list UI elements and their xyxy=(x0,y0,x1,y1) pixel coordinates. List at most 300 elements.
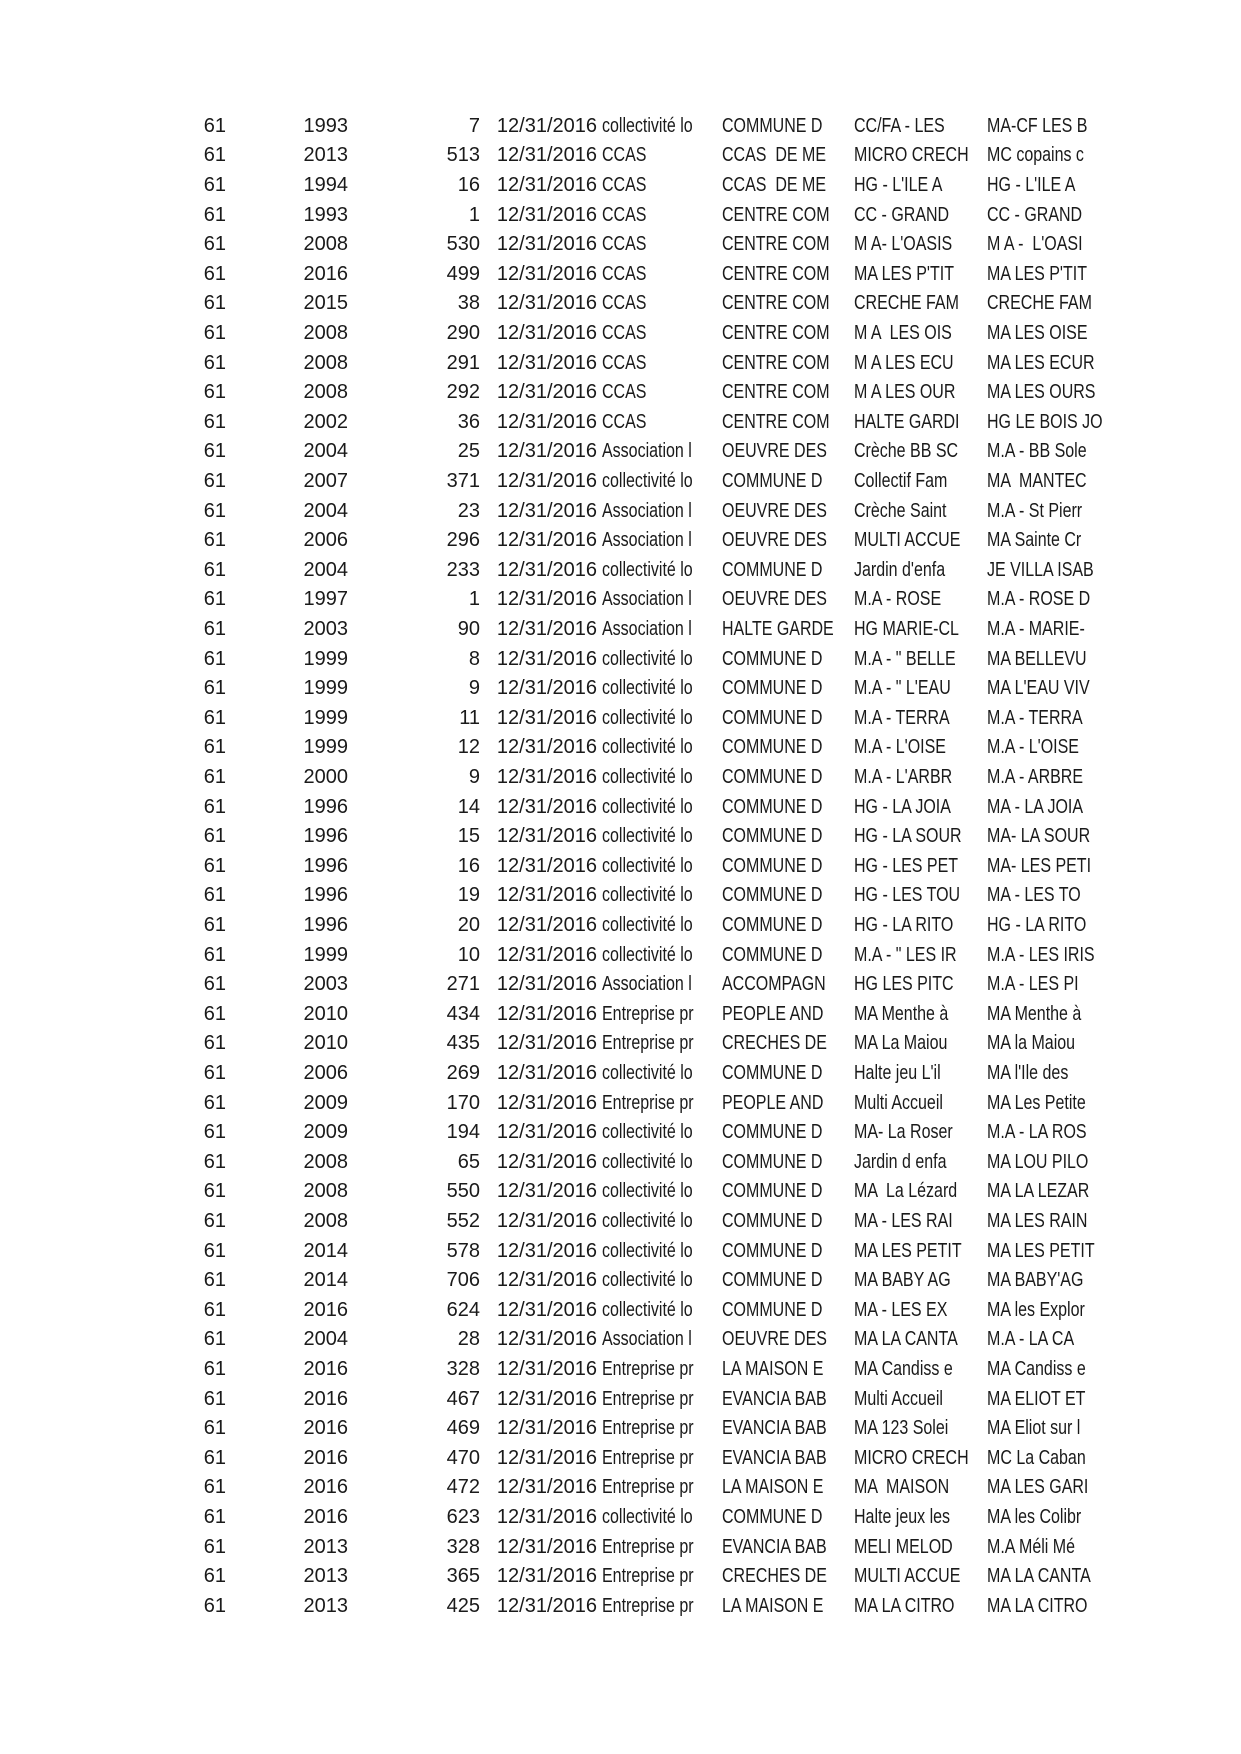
date-cell-text: 12/31/2016 xyxy=(496,913,597,936)
facility-name-2-cell xyxy=(987,201,1105,231)
year-cell-text: 2016 xyxy=(303,1505,348,1528)
date-cell xyxy=(489,1414,597,1444)
department-code-cell-text: 61 xyxy=(203,1269,226,1292)
record-number-cell-text: 530 xyxy=(446,233,480,256)
manager-name-cell-text: EVANCIA BAB xyxy=(722,1387,827,1410)
manager-type-cell xyxy=(602,881,718,911)
manager-name-cell-text: CENTRE COM xyxy=(722,351,830,374)
department-code-cell xyxy=(154,615,226,645)
record-number-cell-text: 552 xyxy=(446,1209,480,1232)
manager-name-cell xyxy=(722,1266,851,1296)
department-code-cell xyxy=(154,141,226,171)
facility-name-1-cell xyxy=(854,1503,983,1533)
record-number-cell-text: 65 xyxy=(457,1150,480,1173)
department-code-cell-text: 61 xyxy=(203,558,226,581)
manager-name-cell-text: CENTRE COM xyxy=(722,292,830,315)
manager-type-cell xyxy=(602,437,718,467)
department-code-cell xyxy=(154,941,226,971)
facility-name-1-cell-text: Multi Accueil xyxy=(854,1387,943,1410)
date-cell-text: 12/31/2016 xyxy=(496,1446,597,1469)
manager-name-cell xyxy=(722,615,851,645)
facility-name-2-cell xyxy=(987,556,1105,586)
table-row xyxy=(0,349,1241,379)
facility-name-2-cell-text: M.A - BB Sole xyxy=(987,440,1087,463)
manager-name-cell xyxy=(722,201,851,231)
facility-name-2-cell xyxy=(987,645,1105,675)
facility-name-2-cell xyxy=(987,1592,1105,1622)
manager-type-cell-text: Association l xyxy=(602,1328,692,1351)
manager-name-cell xyxy=(722,852,851,882)
facility-name-2-cell xyxy=(987,1118,1105,1148)
record-number-cell xyxy=(388,1266,480,1296)
record-number-cell-text: 328 xyxy=(446,1357,480,1380)
date-cell xyxy=(489,1029,597,1059)
record-number-cell-text: 25 xyxy=(457,440,480,463)
facility-name-2-cell xyxy=(987,289,1105,319)
manager-name-cell-text: COMMUNE D xyxy=(722,765,823,788)
facility-name-2-cell xyxy=(987,526,1105,556)
date-cell xyxy=(489,1059,597,1089)
facility-name-2-cell xyxy=(987,260,1105,290)
department-code-cell-text: 61 xyxy=(203,499,226,522)
record-number-cell xyxy=(388,1562,480,1592)
date-cell xyxy=(489,911,597,941)
manager-name-cell-text: ACCOMPAGN xyxy=(722,973,826,996)
department-code-cell-text: 61 xyxy=(203,647,226,670)
facility-name-2-cell xyxy=(987,112,1105,142)
facility-name-2-cell xyxy=(987,230,1105,260)
record-number-cell-text: 20 xyxy=(457,913,480,936)
manager-type-cell-text: Entreprise pr xyxy=(602,1535,694,1558)
facility-name-1-cell xyxy=(854,1473,983,1503)
date-cell-text: 12/31/2016 xyxy=(496,440,597,463)
manager-name-cell xyxy=(722,497,851,527)
facility-name-1-cell xyxy=(854,793,983,823)
date-cell-text: 12/31/2016 xyxy=(496,1061,597,1084)
date-cell xyxy=(489,1118,597,1148)
manager-type-cell xyxy=(602,970,718,1000)
facility-name-1-cell xyxy=(854,378,983,408)
record-number-cell-text: 170 xyxy=(446,1091,480,1114)
date-cell xyxy=(489,1207,597,1237)
manager-type-cell-text: collectivité lo xyxy=(602,469,693,492)
facility-name-2-cell xyxy=(987,911,1105,941)
year-cell-text: 2015 xyxy=(303,292,348,315)
manager-name-cell xyxy=(722,289,851,319)
date-cell xyxy=(489,141,597,171)
manager-type-cell-text: Association l xyxy=(602,588,692,611)
record-number-cell xyxy=(388,201,480,231)
record-number-cell xyxy=(388,881,480,911)
year-cell xyxy=(266,852,348,882)
table-row xyxy=(0,1177,1241,1207)
manager-type-cell-text: Association l xyxy=(602,499,692,522)
facility-name-1-cell-text: MA- La Roser xyxy=(854,1121,953,1144)
facility-name-2-cell xyxy=(987,881,1105,911)
table-row xyxy=(0,941,1241,971)
record-number-cell xyxy=(388,1029,480,1059)
facility-name-1-cell xyxy=(854,1325,983,1355)
facility-name-1-cell-text: MULTI ACCUE xyxy=(854,529,961,552)
manager-name-cell-text: COMMUNE D xyxy=(722,558,823,581)
manager-type-cell xyxy=(602,1089,718,1119)
table-row xyxy=(0,911,1241,941)
date-cell-text: 12/31/2016 xyxy=(496,173,597,196)
table-row xyxy=(0,1148,1241,1178)
facility-name-1-cell xyxy=(854,1444,983,1474)
facility-name-2-cell-text: MA - LES TO xyxy=(987,884,1081,907)
year-cell xyxy=(266,1000,348,1030)
manager-type-cell xyxy=(602,349,718,379)
manager-type-cell-text: Association l xyxy=(602,617,692,640)
facility-name-1-cell xyxy=(854,852,983,882)
record-number-cell-text: 371 xyxy=(446,469,480,492)
manager-name-cell xyxy=(722,1118,851,1148)
facility-name-2-cell xyxy=(987,1237,1105,1267)
facility-name-1-cell-text: Collectif Fam xyxy=(854,469,948,492)
department-code-cell-text: 61 xyxy=(203,321,226,344)
record-number-cell xyxy=(388,911,480,941)
date-cell xyxy=(489,171,597,201)
manager-type-cell-text: collectivité lo xyxy=(602,114,693,137)
facility-name-2-cell-text: CC - GRAND xyxy=(987,203,1083,226)
table-row xyxy=(0,1296,1241,1326)
manager-name-cell-text: HALTE GARDE xyxy=(722,617,834,640)
manager-type-cell-text: Entreprise pr xyxy=(602,1446,694,1469)
manager-name-cell xyxy=(722,1533,851,1563)
facility-name-2-cell-text: M.A - ROSE D xyxy=(987,588,1091,611)
record-number-cell xyxy=(388,615,480,645)
year-cell-text: 2009 xyxy=(303,1091,348,1114)
facility-name-1-cell xyxy=(854,1296,983,1326)
manager-name-cell-text: COMMUNE D xyxy=(722,706,823,729)
date-cell-text: 12/31/2016 xyxy=(496,825,597,848)
date-cell-text: 12/31/2016 xyxy=(496,736,597,759)
manager-type-cell-text: collectivité lo xyxy=(602,913,693,936)
date-cell xyxy=(489,289,597,319)
table-row xyxy=(0,1325,1241,1355)
date-cell xyxy=(489,201,597,231)
date-cell xyxy=(489,704,597,734)
year-cell-text: 2003 xyxy=(303,973,348,996)
record-number-cell xyxy=(388,822,480,852)
manager-type-cell xyxy=(602,941,718,971)
facility-name-2-cell-text: MA la Maiou xyxy=(987,1032,1076,1055)
department-code-cell xyxy=(154,1207,226,1237)
facility-name-1-cell-text: MA Candiss e xyxy=(854,1357,953,1380)
record-number-cell xyxy=(388,349,480,379)
manager-name-cell xyxy=(722,1562,851,1592)
record-number-cell-text: 38 xyxy=(457,292,480,315)
facility-name-1-cell-text: M A- L'OASIS xyxy=(854,233,953,256)
facility-name-2-cell-text: JE VILLA ISAB xyxy=(987,558,1094,581)
manager-name-cell-text: COMMUNE D xyxy=(722,1298,823,1321)
department-code-cell-text: 61 xyxy=(203,351,226,374)
year-cell-text: 1994 xyxy=(303,173,348,196)
year-cell xyxy=(266,1444,348,1474)
facility-name-1-cell-text: MA MAISON xyxy=(854,1476,950,1499)
department-code-cell-text: 61 xyxy=(203,913,226,936)
department-code-cell xyxy=(154,1266,226,1296)
date-cell-text: 12/31/2016 xyxy=(496,765,597,788)
department-code-cell xyxy=(154,319,226,349)
facility-name-1-cell-text: MA LA CANTA xyxy=(854,1328,958,1351)
date-cell-text: 12/31/2016 xyxy=(496,262,597,285)
manager-name-cell xyxy=(722,585,851,615)
manager-name-cell xyxy=(722,793,851,823)
manager-name-cell-text: COMMUNE D xyxy=(722,677,823,700)
record-number-cell-text: 10 xyxy=(457,943,480,966)
year-cell xyxy=(266,1325,348,1355)
department-code-cell xyxy=(154,1237,226,1267)
facility-name-1-cell xyxy=(854,1000,983,1030)
facility-name-1-cell-text: Jardin d'enfa xyxy=(854,558,946,581)
facility-name-1-cell-text: Multi Accueil xyxy=(854,1091,943,1114)
facility-name-1-cell xyxy=(854,467,983,497)
record-number-cell xyxy=(388,674,480,704)
date-cell xyxy=(489,408,597,438)
manager-type-cell xyxy=(602,526,718,556)
facility-name-1-cell xyxy=(854,349,983,379)
table-row xyxy=(0,615,1241,645)
manager-type-cell xyxy=(602,171,718,201)
facility-name-2-cell-text: MA LES PETIT xyxy=(987,1239,1095,1262)
facility-name-1-cell-text: MICRO CRECH xyxy=(854,144,969,167)
facility-name-1-cell-text: M.A - " BELLE xyxy=(854,647,956,670)
manager-type-cell-text: Entreprise pr xyxy=(602,1387,694,1410)
department-code-cell xyxy=(154,1148,226,1178)
date-cell xyxy=(489,556,597,586)
manager-name-cell-text: COMMUNE D xyxy=(722,854,823,877)
table-row xyxy=(0,970,1241,1000)
facility-name-1-cell xyxy=(854,1414,983,1444)
year-cell-text: 2016 xyxy=(303,1417,348,1440)
manager-type-cell-text: collectivité lo xyxy=(602,677,693,700)
manager-name-cell xyxy=(722,260,851,290)
date-cell-text: 12/31/2016 xyxy=(496,706,597,729)
record-number-cell-text: 365 xyxy=(446,1565,480,1588)
year-cell-text: 2016 xyxy=(303,262,348,285)
manager-name-cell-text: COMMUNE D xyxy=(722,1239,823,1262)
manager-type-cell xyxy=(602,1237,718,1267)
facility-name-2-cell xyxy=(987,408,1105,438)
department-code-cell-text: 61 xyxy=(203,1446,226,1469)
department-code-cell-text: 61 xyxy=(203,736,226,759)
manager-name-cell xyxy=(722,526,851,556)
record-number-cell-text: 16 xyxy=(457,854,480,877)
date-cell-text: 12/31/2016 xyxy=(496,233,597,256)
facility-name-1-cell-text: Jardin d enfa xyxy=(854,1150,947,1173)
department-code-cell-text: 61 xyxy=(203,1209,226,1232)
facility-name-2-cell xyxy=(987,704,1105,734)
record-number-cell-text: 470 xyxy=(446,1446,480,1469)
facility-name-1-cell-text: HG - LA JOIA xyxy=(854,795,951,818)
table-row xyxy=(0,1029,1241,1059)
department-code-cell-text: 61 xyxy=(203,440,226,463)
department-code-cell xyxy=(154,526,226,556)
department-code-cell xyxy=(154,1089,226,1119)
manager-type-cell-text: CCAS xyxy=(602,351,647,374)
manager-name-cell xyxy=(722,556,851,586)
manager-name-cell xyxy=(722,112,851,142)
manager-name-cell xyxy=(722,437,851,467)
year-cell xyxy=(266,585,348,615)
year-cell xyxy=(266,408,348,438)
manager-name-cell-text: LA MAISON E xyxy=(722,1594,824,1617)
table-row xyxy=(0,497,1241,527)
facility-name-2-cell xyxy=(987,1148,1105,1178)
date-cell-text: 12/31/2016 xyxy=(496,1091,597,1114)
facility-name-2-cell-text: MA les Colibr xyxy=(987,1505,1082,1528)
manager-name-cell-text: COMMUNE D xyxy=(722,1061,823,1084)
record-number-cell xyxy=(388,497,480,527)
year-cell-text: 1996 xyxy=(303,795,348,818)
date-cell xyxy=(489,1089,597,1119)
facility-name-1-cell xyxy=(854,733,983,763)
record-number-cell xyxy=(388,1148,480,1178)
facility-name-1-cell xyxy=(854,526,983,556)
facility-name-2-cell-text: MA les Explor xyxy=(987,1298,1085,1321)
manager-name-cell-text: CENTRE COM xyxy=(722,262,830,285)
facility-name-1-cell-text: MA La Maiou xyxy=(854,1032,948,1055)
date-cell xyxy=(489,793,597,823)
date-cell xyxy=(489,497,597,527)
department-code-cell-text: 61 xyxy=(203,203,226,226)
manager-type-cell xyxy=(602,911,718,941)
manager-name-cell xyxy=(722,1148,851,1178)
department-code-cell xyxy=(154,1533,226,1563)
date-cell xyxy=(489,1237,597,1267)
date-cell-text: 12/31/2016 xyxy=(496,854,597,877)
record-number-cell xyxy=(388,1296,480,1326)
year-cell xyxy=(266,556,348,586)
manager-name-cell xyxy=(722,349,851,379)
manager-name-cell-text: CENTRE COM xyxy=(722,321,830,344)
department-code-cell-text: 61 xyxy=(203,144,226,167)
facility-name-1-cell xyxy=(854,112,983,142)
facility-name-1-cell-text: Halte jeu L'il xyxy=(854,1061,941,1084)
manager-name-cell xyxy=(722,1325,851,1355)
manager-type-cell xyxy=(602,1473,718,1503)
facility-name-2-cell xyxy=(987,378,1105,408)
record-number-cell xyxy=(388,585,480,615)
date-cell xyxy=(489,1385,597,1415)
date-cell-text: 12/31/2016 xyxy=(496,1032,597,1055)
facility-name-2-cell-text: M.A - MARIE- xyxy=(987,617,1085,640)
department-code-cell xyxy=(154,970,226,1000)
manager-type-cell xyxy=(602,1148,718,1178)
department-code-cell-text: 61 xyxy=(203,1150,226,1173)
manager-type-cell xyxy=(602,556,718,586)
manager-name-cell-text: CENTRE COM xyxy=(722,410,830,433)
manager-type-cell-text: collectivité lo xyxy=(602,1121,693,1144)
manager-type-cell xyxy=(602,1562,718,1592)
date-cell xyxy=(489,260,597,290)
facility-name-1-cell-text: MA LES P'TIT xyxy=(854,262,954,285)
department-code-cell xyxy=(154,1118,226,1148)
year-cell-text: 2006 xyxy=(303,1061,348,1084)
facility-name-1-cell-text: MA Menthe à xyxy=(854,1002,949,1025)
manager-type-cell-text: Entreprise pr xyxy=(602,1476,694,1499)
department-code-cell-text: 61 xyxy=(203,1594,226,1617)
year-cell xyxy=(266,970,348,1000)
manager-type-cell xyxy=(602,793,718,823)
facility-name-2-cell-text: MA BABY'AG xyxy=(987,1269,1084,1292)
table-row xyxy=(0,230,1241,260)
department-code-cell xyxy=(154,881,226,911)
record-number-cell xyxy=(388,1118,480,1148)
facility-name-2-cell-text: MA LOU PILO xyxy=(987,1150,1089,1173)
manager-name-cell-text: EVANCIA BAB xyxy=(722,1535,827,1558)
facility-name-2-cell xyxy=(987,1473,1105,1503)
record-number-cell xyxy=(388,1592,480,1622)
record-number-cell xyxy=(388,319,480,349)
manager-name-cell xyxy=(722,1444,851,1474)
facility-name-1-cell xyxy=(854,319,983,349)
facility-name-1-cell-text: CC - GRAND xyxy=(854,203,950,226)
record-number-cell xyxy=(388,704,480,734)
manager-type-cell-text: CCAS xyxy=(602,410,647,433)
facility-name-2-cell xyxy=(987,1296,1105,1326)
department-code-cell-text: 61 xyxy=(203,410,226,433)
facility-name-2-cell-text: MA Candiss e xyxy=(987,1357,1086,1380)
year-cell-text: 1999 xyxy=(303,943,348,966)
year-cell-text: 2016 xyxy=(303,1446,348,1469)
manager-name-cell xyxy=(722,467,851,497)
facility-name-2-cell xyxy=(987,615,1105,645)
year-cell xyxy=(266,112,348,142)
record-number-cell-text: 269 xyxy=(446,1061,480,1084)
date-cell xyxy=(489,1592,597,1622)
facility-name-1-cell xyxy=(854,1029,983,1059)
year-cell xyxy=(266,526,348,556)
department-code-cell xyxy=(154,260,226,290)
manager-name-cell-text: CRECHES DE xyxy=(722,1032,827,1055)
department-code-cell xyxy=(154,852,226,882)
manager-name-cell xyxy=(722,970,851,1000)
year-cell xyxy=(266,171,348,201)
manager-type-cell-text: collectivité lo xyxy=(602,736,693,759)
table-row xyxy=(0,674,1241,704)
record-number-cell xyxy=(388,1533,480,1563)
manager-name-cell-text: CENTRE COM xyxy=(722,203,830,226)
facility-name-1-cell xyxy=(854,408,983,438)
department-code-cell-text: 61 xyxy=(203,469,226,492)
facility-name-2-cell xyxy=(987,1029,1105,1059)
manager-name-cell xyxy=(722,704,851,734)
manager-name-cell-text: CCAS DE ME xyxy=(722,173,827,196)
facility-name-1-cell-text: M.A - TERRA xyxy=(854,706,950,729)
date-cell xyxy=(489,822,597,852)
record-number-cell-text: 233 xyxy=(446,558,480,581)
manager-type-cell xyxy=(602,1118,718,1148)
facility-name-1-cell xyxy=(854,141,983,171)
department-code-cell xyxy=(154,1029,226,1059)
year-cell-text: 2008 xyxy=(303,1180,348,1203)
facility-name-2-cell xyxy=(987,1444,1105,1474)
department-code-cell xyxy=(154,1177,226,1207)
manager-type-cell xyxy=(602,1325,718,1355)
department-code-cell-text: 61 xyxy=(203,1298,226,1321)
table-row xyxy=(0,822,1241,852)
facility-name-2-cell-text: MA - LA JOIA xyxy=(987,795,1084,818)
table-row xyxy=(0,1592,1241,1622)
department-code-cell-text: 61 xyxy=(203,854,226,877)
manager-name-cell-text: COMMUNE D xyxy=(722,1150,823,1173)
manager-name-cell-text: PEOPLE AND xyxy=(722,1002,824,1025)
date-cell-text: 12/31/2016 xyxy=(496,1298,597,1321)
facility-name-2-cell xyxy=(987,141,1105,171)
